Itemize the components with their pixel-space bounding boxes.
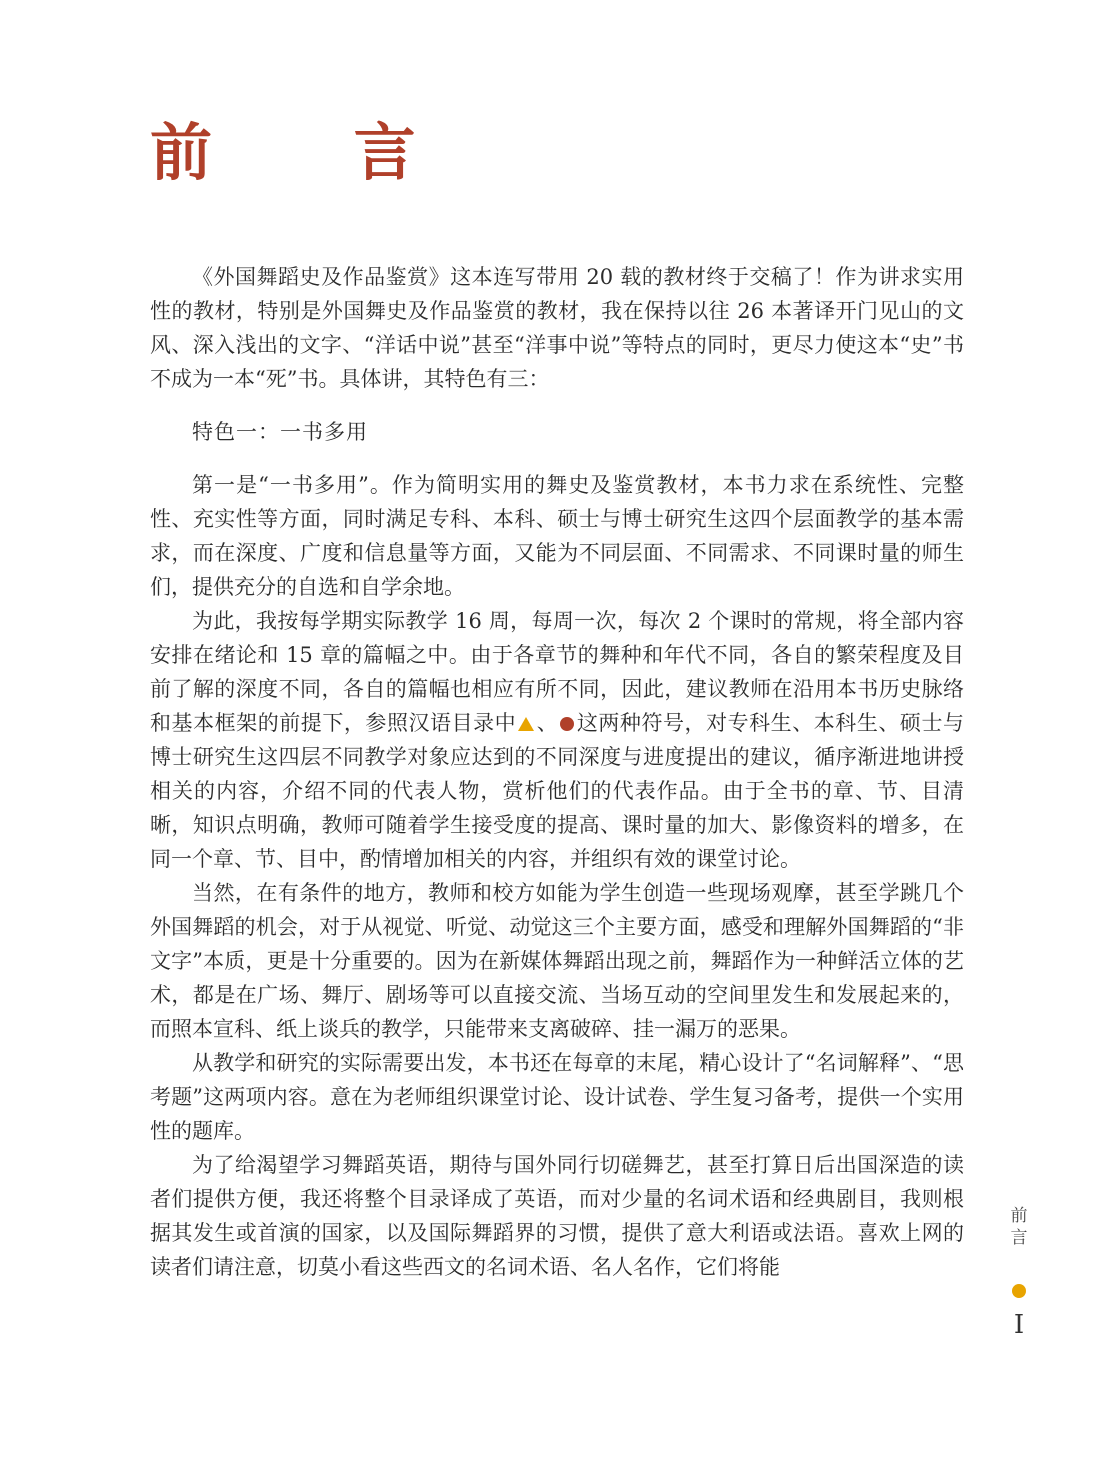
page-title: 前 言 (150, 116, 476, 189)
circle-symbol-icon (560, 717, 574, 731)
dot-icon (1012, 1284, 1026, 1298)
paragraph-teaching-plan (150, 604, 964, 876)
paragraph-question-bank: 从教学和研究的实际需要出发，本书还在每章的末尾，精心设计了“名词解释”、“思考题”这两项内容。意在为老师组织课堂讨论、设计试卷、学生复习备考，提供一个实用性的题库。 (150, 1051, 964, 1143)
subheading-feature-one: 特色一：一书多用 (192, 420, 368, 444)
paragraph-english-toc: 为了给渴望学习舞蹈英语，期待与国外同行切磋舞艺，甚至打算日后出国深造的读者们提供方便，我还将整个目录译成了英语，而对少量的名词术语和经典剧目，我则根据其发生或首演的国家，以及国际舞蹈界的习惯，提供了意大利语或法语。喜欢上网的读者们请注意，切莫小看这些西文的名词术语、名人名作，它们将能 (150, 1153, 964, 1279)
paragraph-one-book-multi-use: 第一是“一书多用”。作为简明实用的舞史及鉴赏教材，本书力求在系统性、完整性、充实性等方面，同时满足专科、本科、硕士与博士研究生这四个层面教学的基本需求，而在深度、广度和信息量等方面，又能为不同层面、不同需求、不同课时量的师生们，提供充分的自选和自学余地。 (150, 473, 964, 599)
side-section-label: 前言 (1010, 1206, 1028, 1248)
page-number: I (1013, 1310, 1025, 1340)
paragraph-text: 为此，我按每学期实际教学 16 周，每周一次，每次 2 个课时的常规，将全部内容安排在绪论和 15 章的篇幅之中。由于各章节的舞种和年代不同，各自的繁荣程度及目前了解的深度不同，各自的篇幅也相应有所不同，因此，建议教师在沿用本书历史脉络和基本框架的前提下，参照汉语目录中 (150, 609, 964, 735)
paragraph-live-observation: 当然，在有条件的地方，教师和校方如能为学生创造一些现场观摩，甚至学跳几个外国舞蹈的机会，对于从视觉、听觉、动觉这三个主要方面，感受和理解外国舞蹈的“非文字”本质，更是十分重要的。因为在新媒体舞蹈出现之前，舞蹈作为一种鲜活立体的艺术，都是在广场、舞厅、剧场等可以直接交流、当场互动的空间里发生和发展起来的，而照本宣科、纸上谈兵的教学，只能带来支离破碎、挂一漏万的恶果。 (150, 881, 964, 1041)
preface-body (150, 260, 964, 1284)
paragraph-intro: 《外国舞蹈史及作品鉴赏》这本连写带用 20 载的教材终于交稿了！作为讲求实用性的教材，特别是外国舞史及作品鉴赏的教材，我在保持以往 26 本著译开门见山的文风、深入浅出的文字、“洋话中说”甚至“洋事中说”等特点的同时，更尽力使这本“史”书不成为一本“死”书。具体讲，其特色有三： (150, 265, 964, 391)
paragraph-text: 这两种符号，对专科生、本科生、硕士与博士研究生这四层不同教学对象应达到的不同深度与进度提出的建议，循序渐进地讲授相关的内容，介绍不同的代表人物，赏析他们的代表作品。由于全书的章、节、目清晰，知识点明确，教师可随着学生接受度的提高、课时量的加大、影像资料的增多，在同一个章、节、目中，酌情增加相关的内容，并组织有效的课堂讨论。 (150, 711, 965, 871)
symbol-separator: 、 (536, 711, 559, 735)
triangle-symbol-icon (518, 717, 534, 731)
